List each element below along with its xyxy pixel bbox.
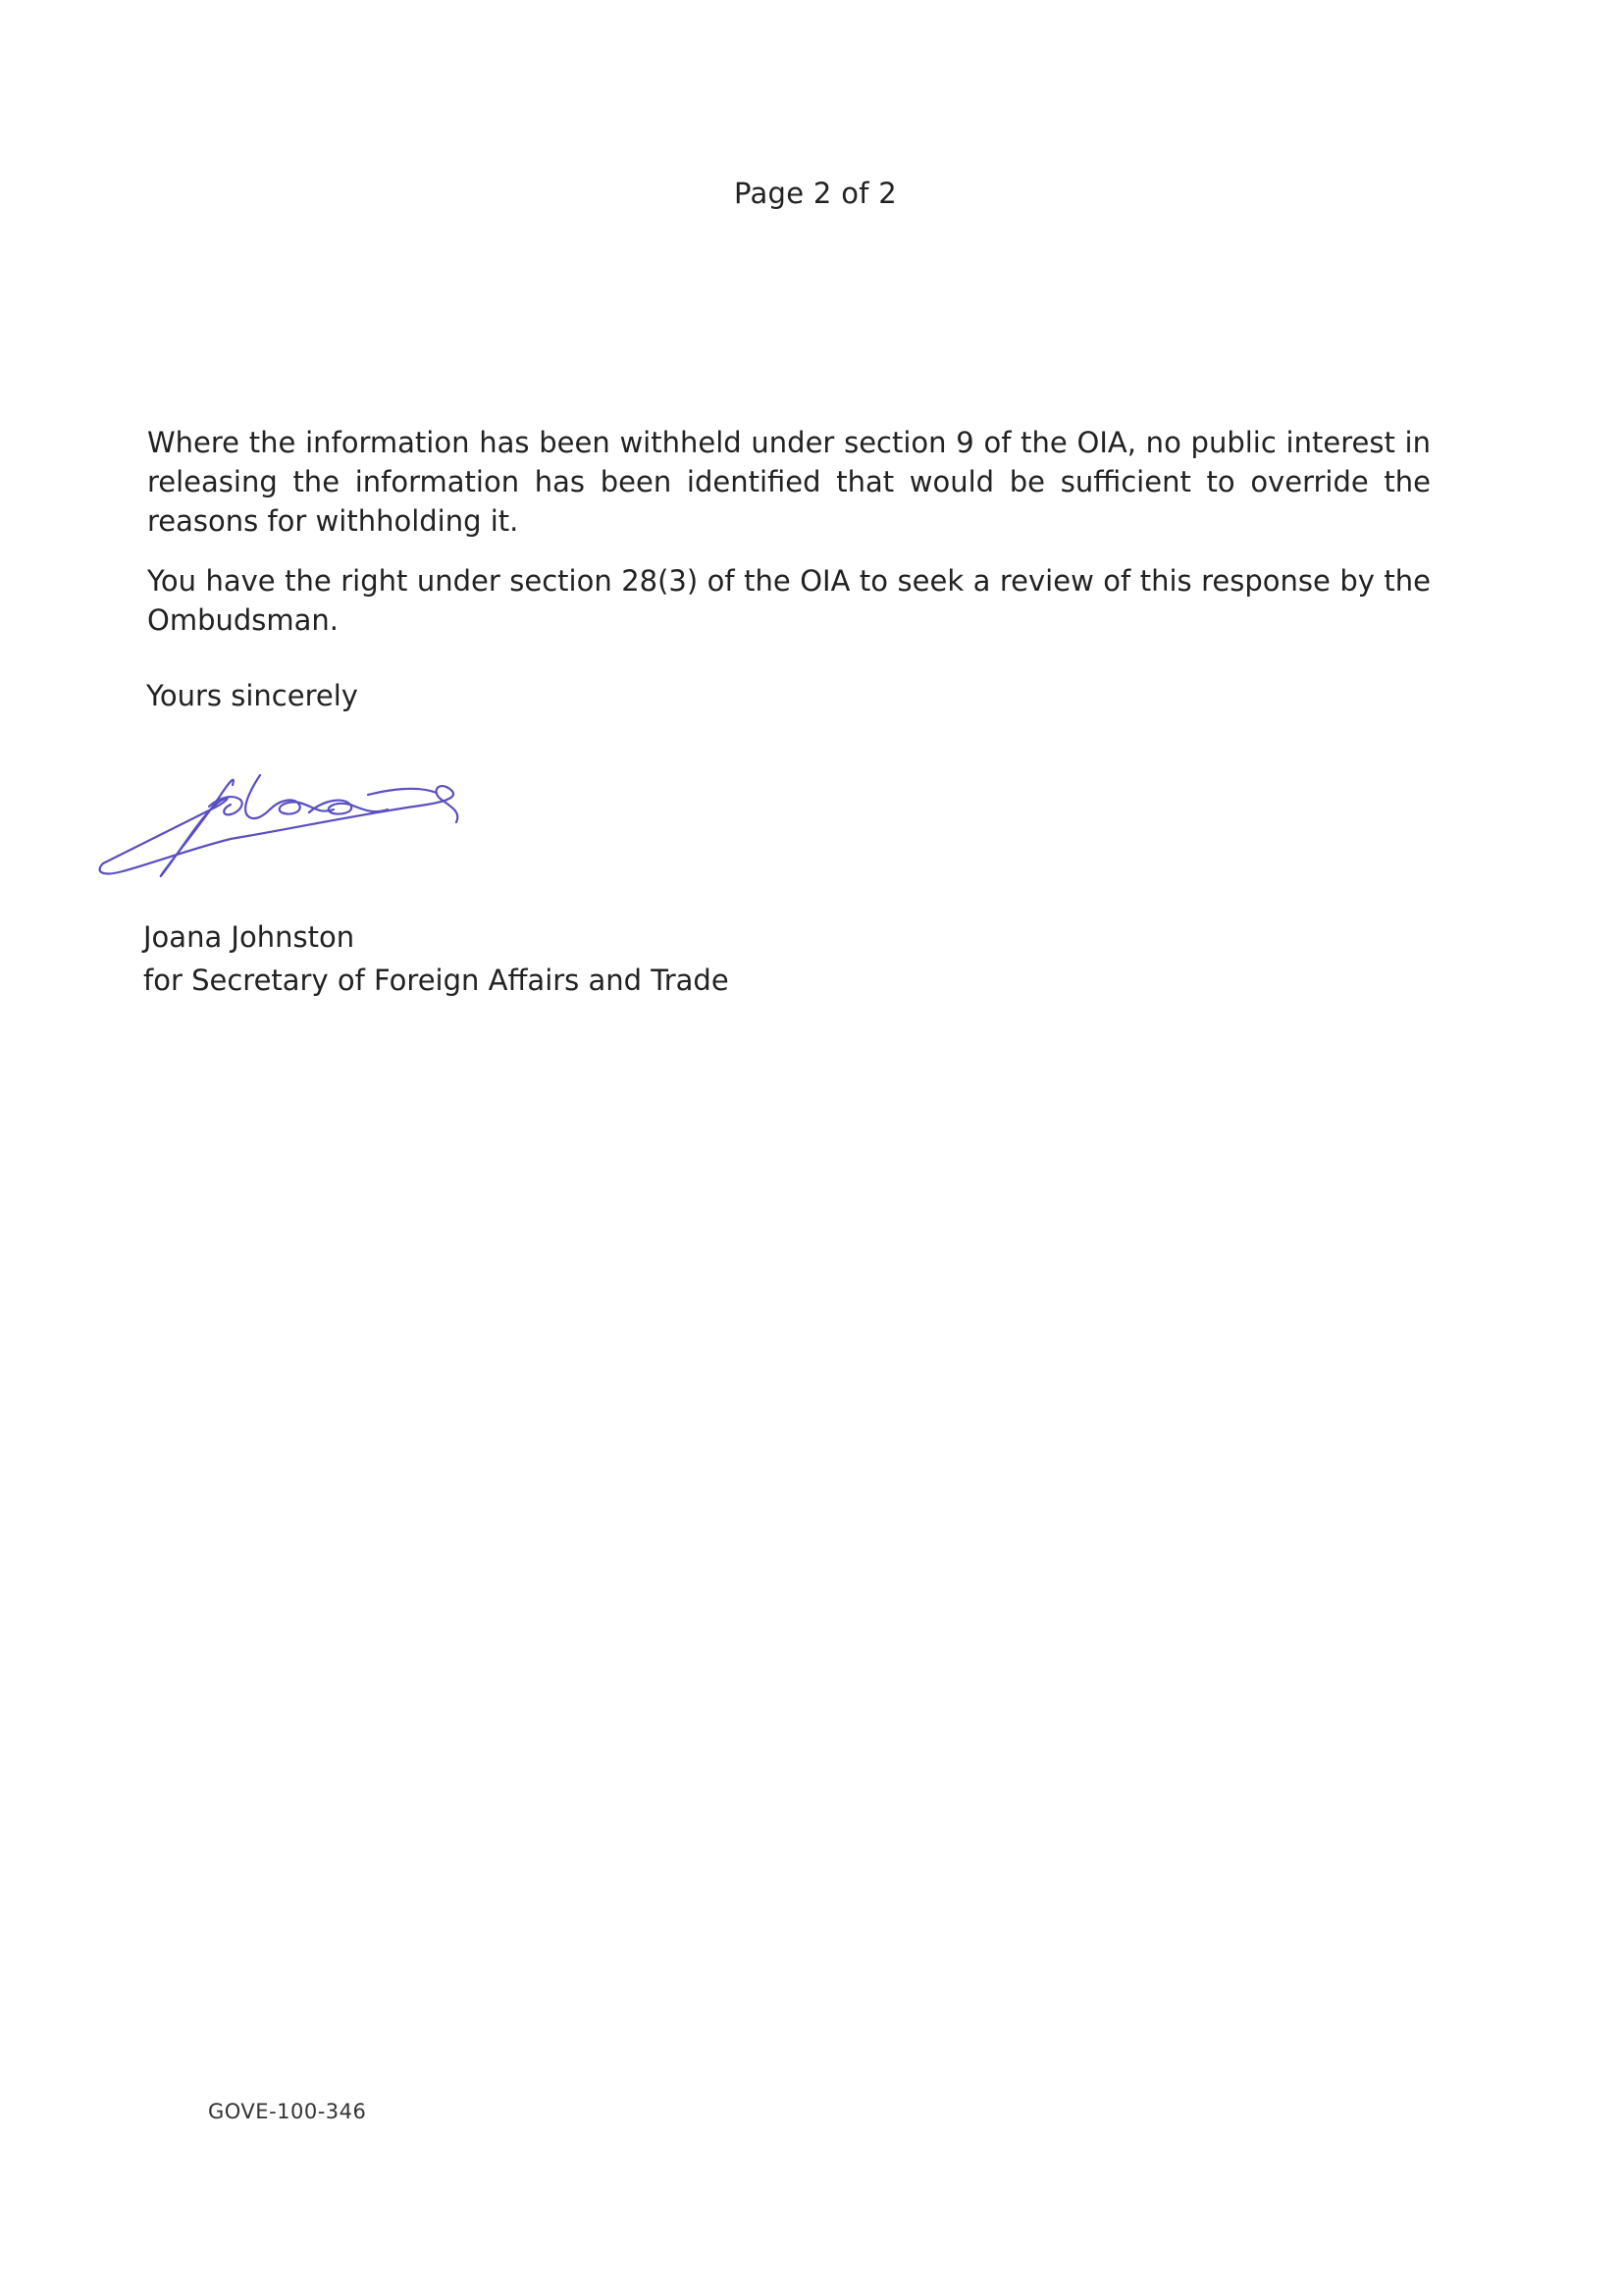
signatory-title: for Secretary of Foreign Affairs and Trade bbox=[143, 964, 729, 997]
body-paragraph-withholding: Where the information has been withheld under section 9 of the OIA, no public interest in releasing the information has been identified that would be sufficient to override the reasons for withholding it. bbox=[147, 426, 1431, 538]
handwritten-signature bbox=[93, 756, 535, 903]
page-number: Page 2 of 2 bbox=[734, 177, 898, 210]
closing-salutation: Yours sincerely bbox=[146, 679, 358, 712]
body-paragraph-review-right: You have the right under section 28(3) of the OIA to seek a review of this response by the Ombudsman. bbox=[147, 564, 1431, 637]
document-reference: GOVE-100-346 bbox=[208, 2100, 367, 2123]
signatory-name: Joana Johnston bbox=[143, 920, 355, 954]
